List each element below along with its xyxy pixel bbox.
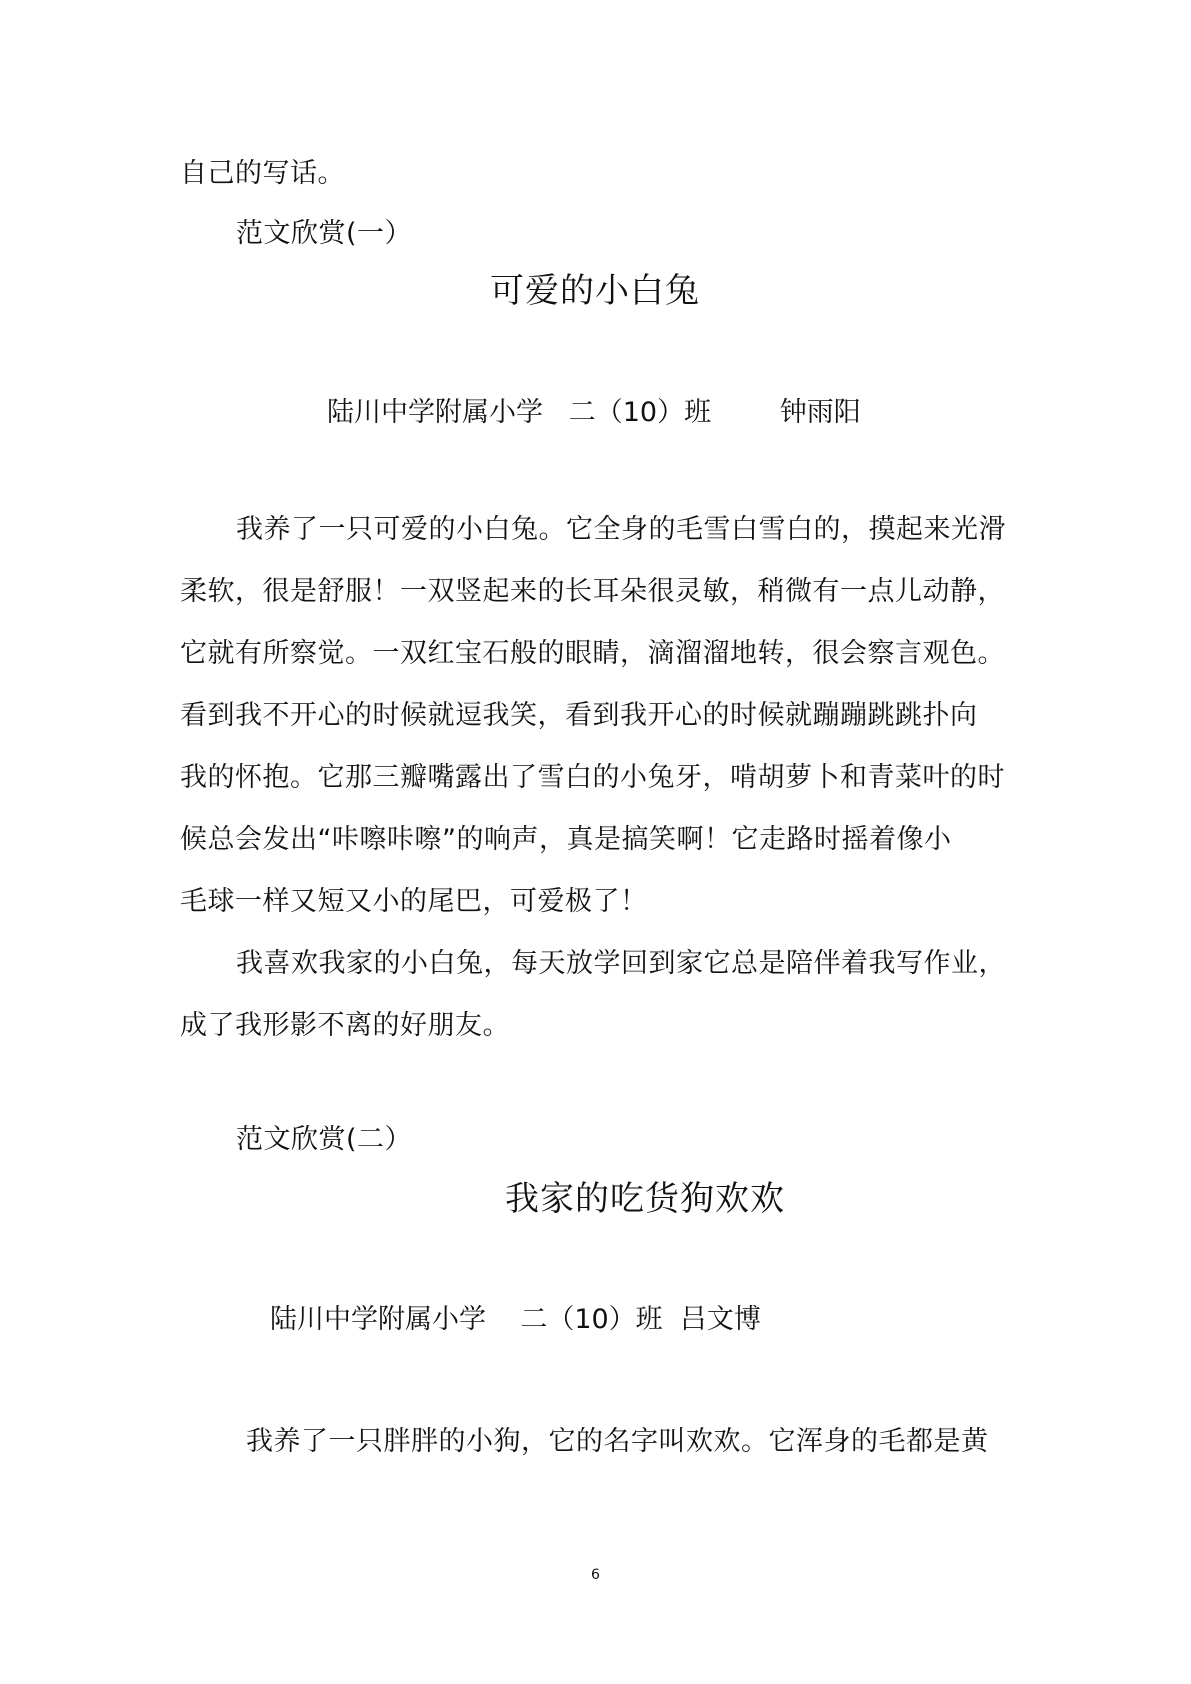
essay-1-line-1: 我养了一只可爱的小白兔。它全身的毛雪白雪白的，摸起来光滑 bbox=[236, 514, 1006, 545]
essay-title-2: 我家的吃货狗欢欢 bbox=[505, 1179, 785, 1219]
essay-1-line-9: 成了我形影不离的好朋友。 bbox=[180, 1010, 510, 1041]
essay-byline-1: 陆川中学附属小学 二（10）班 钟雨阳 bbox=[327, 397, 861, 428]
section-label-1: 范文欣赏(一） bbox=[236, 218, 413, 249]
essay-1-line-5: 我的怀抱。它那三瓣嘴露出了雪白的小兔牙，啃胡萝卜和青菜叶的时 bbox=[180, 762, 1005, 793]
intro-tail-text: 自己的写话。 bbox=[180, 158, 345, 189]
essay-1-line-6: 候总会发出“咔嚓咔嚓”的响声，真是搞笑啊！它走路时摇着像小 bbox=[180, 824, 952, 855]
essay-1-line-7: 毛球一样又短又小的尾巴，可爱极了！ bbox=[180, 886, 648, 917]
page-number: 6 bbox=[591, 1567, 600, 1583]
essay-1-line-2: 柔软，很是舒服！一双竖起来的长耳朵很灵敏，稍微有一点儿动静， bbox=[180, 576, 1005, 607]
essay-byline-2: 陆川中学附属小学 二（10）班 吕文博 bbox=[270, 1304, 761, 1335]
essay-1-line-4: 看到我不开心的时候就逗我笑，看到我开心的时候就蹦蹦跳跳扑向 bbox=[180, 700, 978, 731]
essay-1-line-8: 我喜欢我家的小白兔，每天放学回到家它总是陪伴着我写作业， bbox=[236, 948, 1006, 979]
section-label-2: 范文欣赏(二） bbox=[236, 1124, 413, 1155]
essay-2-line-1: 我养了一只胖胖的小狗，它的名字叫欢欢。它浑身的毛都是黄 bbox=[246, 1426, 989, 1457]
essay-title-1: 可爱的小白兔 bbox=[490, 271, 700, 311]
essay-1-line-3: 它就有所察觉。一双红宝石般的眼睛，滴溜溜地转，很会察言观色。 bbox=[180, 638, 1005, 669]
